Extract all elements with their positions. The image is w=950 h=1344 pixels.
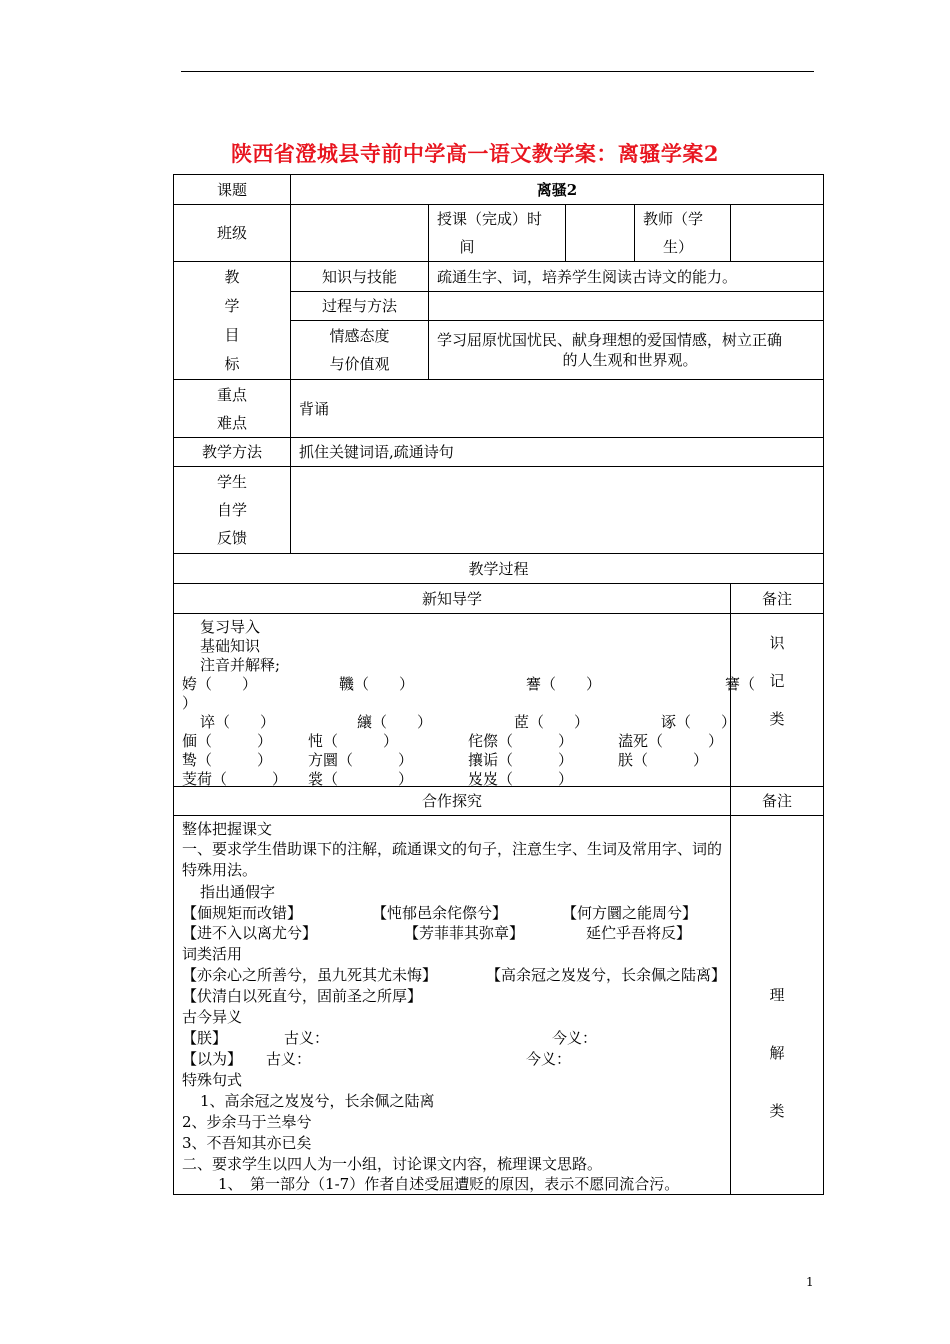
task2: 二、要求学生以四人为一小组，讨论课文内容，梳理课文思路。: [182, 1155, 603, 1173]
process-label: 过程与方法: [291, 292, 429, 321]
cilei-item: 【伏清白以死直兮，固前圣之所厚】: [182, 987, 423, 1005]
task1-line1: 一、要求学生借助课下的注解，疏通课文的句子，注意生字、生词及常用字、词的: [182, 840, 723, 858]
gujin-word: 【以为】: [182, 1050, 243, 1068]
new-knowledge-heading: 新知导学: [174, 584, 731, 614]
page-title: 陕西省澄城县寺前中学高一语文教学案：离骚学案2: [230, 141, 720, 166]
gujin-heading: 古今异义: [182, 1008, 243, 1026]
cooperation-note: 理 解 类: [731, 816, 824, 1195]
feedback-value: [291, 467, 824, 554]
vocab-item: 偭（ ）: [182, 732, 273, 750]
vocab-item: 岌岌（ ）: [468, 770, 574, 788]
class-label: 班级: [174, 205, 291, 262]
knowledge-value: 疏通生字、词，培养学生阅读古诗文的能力。: [429, 262, 824, 292]
cooperation-content: [174, 816, 731, 1195]
teacher-value: [731, 205, 824, 262]
vocab-item-tail: ）: [182, 694, 198, 712]
process-heading: 教学过程: [174, 554, 824, 584]
basic-knowledge: 基础知识: [200, 637, 261, 655]
teacher-label: 教师（学 生）: [635, 205, 731, 262]
cooperation-note-heading: 备注: [731, 787, 824, 816]
method-value: 抓住关键词语,疏通诗句: [291, 438, 824, 467]
cilei-heading: 词类活用: [182, 945, 243, 963]
cooperation-heading: 合作探究: [174, 787, 731, 816]
new-knowledge-content: [174, 614, 771, 788]
time-value: [566, 205, 635, 262]
key-points-label: 重点 难点: [174, 380, 291, 438]
method-label: 教学方法: [174, 438, 291, 467]
tongjia-item: 延伫乎吾将反】: [586, 924, 692, 942]
gujin-word: 【朕】: [182, 1029, 228, 1047]
new-knowledge-note-heading: 备注: [731, 584, 824, 614]
new-knowledge-note: 识 记 类: [731, 614, 824, 787]
vocab-item: 溘死（ ）: [618, 732, 724, 750]
tongjia-item: 【忳郁邑余侘傺兮】: [372, 904, 508, 922]
header-rule: [181, 71, 814, 72]
tongjia-item: 【偭规矩而改错】: [182, 904, 303, 922]
pinyin-task: 注音并解释;: [200, 656, 281, 674]
vocab-item: 芰荷（ ）: [182, 770, 288, 788]
task1-line2: 特殊用法。: [182, 861, 258, 879]
tongjia-heading: 指出通假字: [200, 883, 276, 901]
teshu-item: 1、高余冠之岌岌兮，长余佩之陆离: [200, 1092, 435, 1110]
knowledge-label: 知识与技能: [291, 262, 429, 292]
vocab-item: 謇（ ）: [526, 675, 602, 693]
teshu-item: 2、步余马于兰皋兮: [182, 1113, 312, 1131]
class-value: [291, 205, 429, 262]
topic-value: 离骚2: [291, 175, 824, 205]
part1: 1、 第一部分（1-7）作者自述受屈遭贬的原因，表示不愿同流合污。: [218, 1175, 680, 1193]
vocab-item: 谇（ ）: [200, 713, 276, 731]
gujin-ancient: 古义：: [266, 1050, 312, 1068]
emotion-label: 情感态度 与价值观: [291, 321, 429, 380]
gujin-modern: 今义：: [526, 1050, 572, 1068]
emotion-value: 学习屈原忧国忧民、献身理想的爱国情感，树立正确 的人生观和世界观。: [429, 321, 824, 380]
page-number: 1: [806, 1275, 814, 1289]
vocab-item: 纕（ ）: [357, 713, 433, 731]
gujin-ancient: 古义：: [284, 1029, 330, 1047]
vocab-item: 攘诟（ ）: [468, 751, 574, 769]
vocab-item: 鞿（ ）: [339, 675, 415, 693]
tongjia-item: 【何方圜之能周兮】: [562, 904, 698, 922]
gujin-modern: 今义：: [552, 1029, 598, 1047]
tongjia-item: 【芳菲菲其弥章】: [404, 924, 525, 942]
vocab-item: 诼（ ）: [661, 713, 737, 731]
vocab-item: 鸷（ ）: [182, 751, 273, 769]
cilei-item: 【高余冠之岌岌兮，长余佩之陆离】: [486, 966, 727, 984]
overall-heading: 整体把握课文: [182, 820, 273, 838]
process-value: [429, 292, 824, 321]
review-intro: 复习导入: [200, 618, 261, 636]
vocab-item: 茝（ ）: [514, 713, 590, 731]
cilei-item: 【亦余心之所善兮，虽九死其尤未悔】: [182, 966, 438, 984]
teshu-item: 3、不吾知其亦已矣: [182, 1134, 312, 1152]
objectives-label: 教 学 目 标: [174, 262, 291, 380]
feedback-label: 学生 自学 反馈: [174, 467, 291, 554]
vocab-item: 姱（ ）: [182, 675, 258, 693]
lesson-plan-table: [173, 174, 824, 1195]
teshu-heading: 特殊句式: [182, 1071, 243, 1089]
topic-label: 课题: [174, 175, 291, 205]
time-label: 授课（完成）时 间: [429, 205, 566, 262]
vocab-item: 方圜（ ）: [308, 751, 414, 769]
tongjia-item: 【进不入以离尤兮】: [182, 924, 318, 942]
vocab-item: 裳（ ）: [308, 770, 414, 788]
key-points-value: 背诵: [291, 380, 824, 438]
vocab-item: 忳（ ）: [308, 732, 399, 750]
vocab-item: 謇（: [725, 675, 771, 693]
vocab-item: 侘傺（ ）: [468, 732, 574, 750]
vocab-item: 朕（ ）: [618, 751, 709, 769]
